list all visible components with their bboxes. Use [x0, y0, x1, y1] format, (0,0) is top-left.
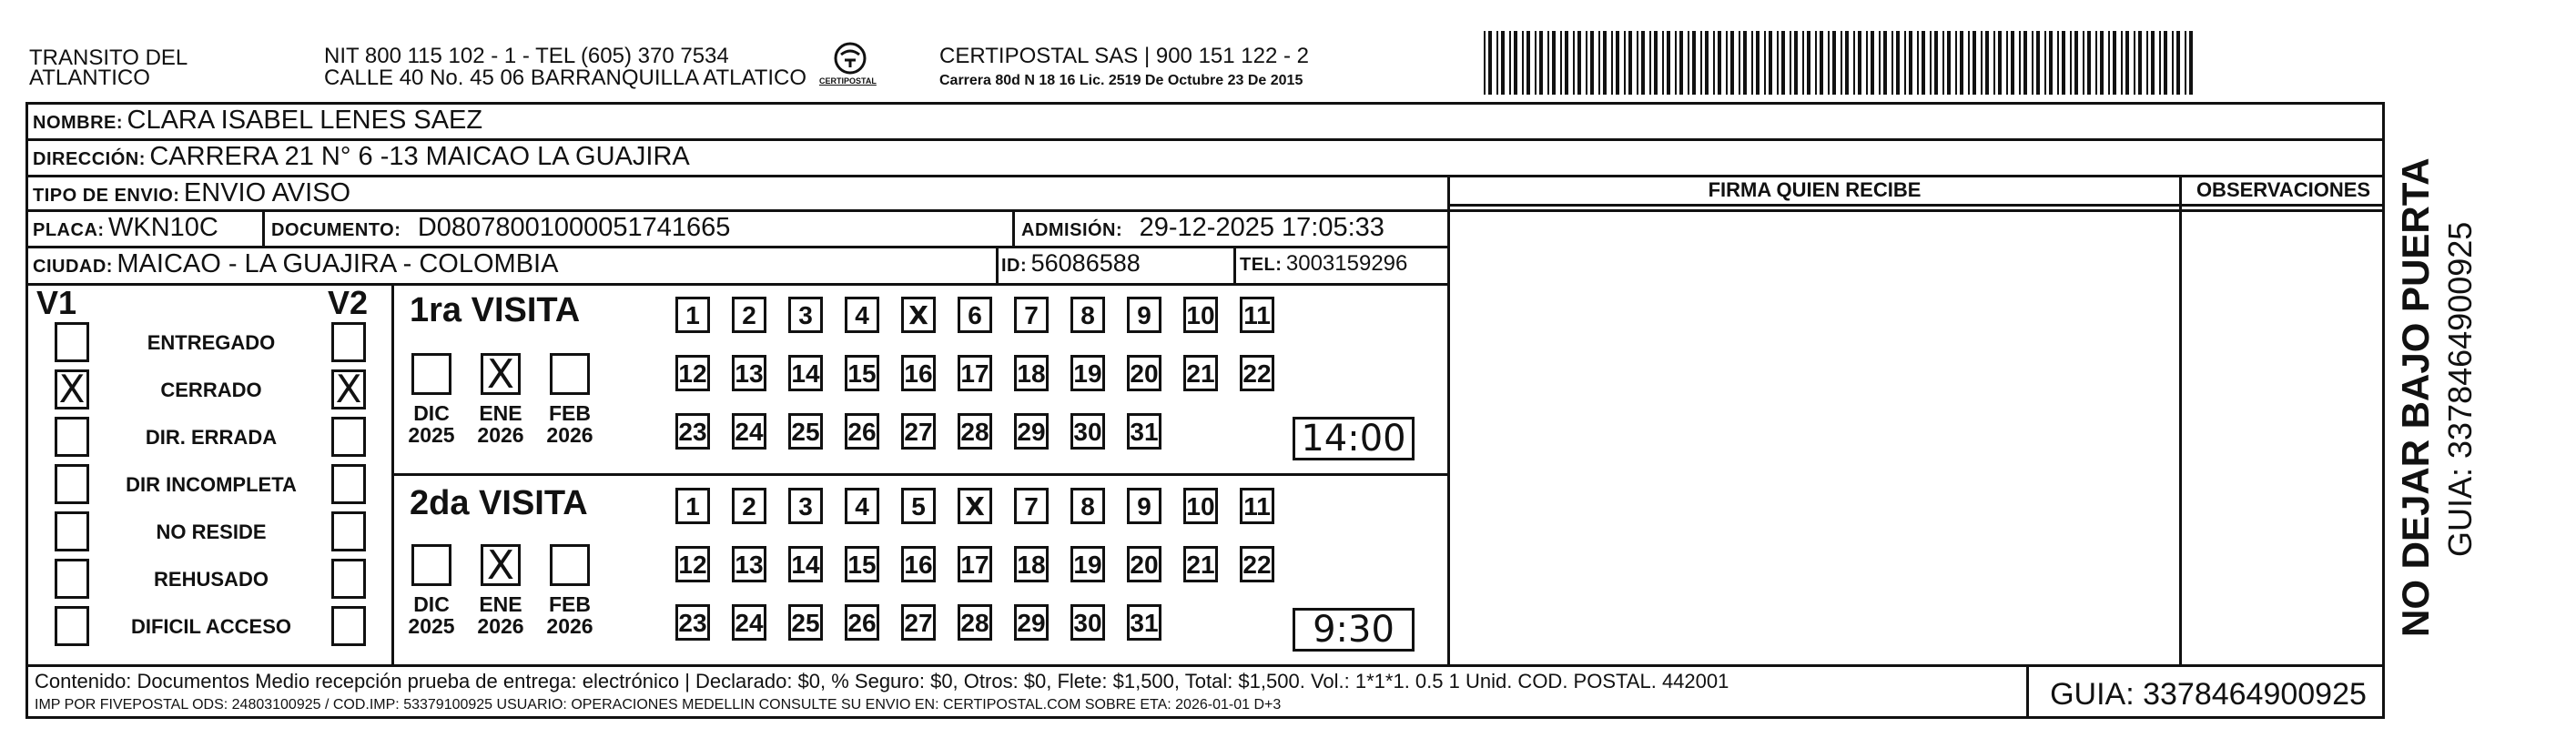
- barcode-bar: [2049, 31, 2053, 95]
- day-box[interactable]: 28: [958, 413, 992, 450]
- check-mark: X: [335, 367, 362, 411]
- day-box[interactable]: 28: [958, 604, 992, 641]
- barcode-bar: [2036, 31, 2040, 95]
- barcode-bar: [1577, 31, 1581, 95]
- barcode-bar: [1611, 31, 1613, 95]
- day-box[interactable]: 5: [901, 488, 936, 524]
- barcode-bar: [1637, 31, 1638, 95]
- barcode-bar: [1713, 31, 1715, 95]
- side-guia: GUIA: 3378464900925: [2441, 221, 2479, 557]
- barcode-bar: [1603, 31, 1607, 95]
- barcode-bar: [2057, 31, 2059, 95]
- day-box[interactable]: 2: [732, 488, 766, 524]
- day-box[interactable]: 24: [732, 604, 766, 641]
- barcode-bar: [1756, 31, 1760, 95]
- certipostal-logo: [819, 40, 877, 95]
- day-box[interactable]: 10: [1183, 297, 1218, 333]
- day-box[interactable]: 10: [1183, 488, 1218, 524]
- day-box[interactable]: 9: [1127, 297, 1161, 333]
- barcode-bar: [1484, 31, 1486, 95]
- day-box[interactable]: 19: [1070, 355, 1105, 391]
- day-box[interactable]: 12: [675, 355, 710, 391]
- barcode-bar: [1777, 31, 1779, 95]
- barcode-bar: [1764, 31, 1766, 95]
- barcode-bar: [1667, 31, 1670, 95]
- status-label: REHUSADO: [154, 568, 269, 591]
- day-box[interactable]: 25: [788, 604, 823, 641]
- day-box[interactable]: 17: [958, 546, 992, 582]
- barcode-bar: [2146, 31, 2148, 95]
- barcode-bar: [1654, 31, 1658, 95]
- barcode-bar: [1828, 31, 1830, 95]
- day-box[interactable]: 30: [1070, 604, 1105, 641]
- barcode-bar: [1628, 31, 1632, 95]
- day-box[interactable]: 2: [732, 297, 766, 333]
- status-v1-checkbox[interactable]: [55, 417, 89, 457]
- day-box[interactable]: 18: [1014, 355, 1049, 391]
- barcode-bar: [1514, 31, 1517, 95]
- day-box[interactable]: 16: [901, 546, 936, 582]
- barcode-bar: [1560, 31, 1562, 95]
- day-box[interactable]: 4: [845, 488, 879, 524]
- day-box[interactable]: 27: [901, 604, 936, 641]
- carrier-line: CERTIPOSTAL SAS | 900 151 122 - 2: [939, 44, 1309, 68]
- barcode-bar: [1973, 31, 1976, 95]
- month-year: 2026: [477, 423, 524, 447]
- barcode-bar: [1790, 31, 1791, 95]
- signature-area[interactable]: [1453, 207, 2176, 662]
- observations-area[interactable]: [2185, 207, 2383, 662]
- barcode-bar: [1794, 31, 1798, 95]
- shipment-type-label: TIPO DE ENVIO:: [33, 186, 180, 206]
- barcode-bar: [1700, 31, 1702, 95]
- barcode-bar: [1692, 31, 1696, 95]
- barcode-bar: [1598, 31, 1600, 95]
- status-v1-checkbox[interactable]: [55, 559, 89, 599]
- month-year: 2025: [408, 614, 455, 638]
- document-field: [271, 213, 730, 243]
- name-row: [33, 106, 482, 136]
- day-box[interactable]: 21: [1183, 546, 1218, 582]
- status-v1-checkbox[interactable]: [55, 322, 89, 362]
- day-box[interactable]: 25: [788, 413, 823, 450]
- barcode-bar: [1565, 31, 1568, 95]
- sender-address-line: CALLE 40 No. 45 06 BARRANQUILLA ATLATICO: [324, 66, 807, 90]
- company-name-line2: ATLANTICO: [29, 66, 150, 90]
- shipment-type: ENVIO AVISO: [183, 178, 351, 207]
- month-label: ENE: [479, 592, 522, 616]
- month-year: 2026: [477, 614, 524, 638]
- barcode-bar: [2019, 31, 2021, 95]
- barcode-bar: [1522, 31, 1524, 95]
- day-box[interactable]: 1: [675, 297, 710, 333]
- barcode-bar: [1552, 31, 1556, 95]
- barcode-bar: [1718, 31, 1721, 95]
- day-box[interactable]: 19: [1070, 546, 1105, 582]
- footer-guia: GUIA: 3378464900925: [2050, 677, 2367, 712]
- day-box[interactable]: 30: [1070, 413, 1105, 450]
- day-box[interactable]: 22: [1240, 355, 1274, 391]
- barcode-bar: [1985, 31, 1989, 95]
- day-box[interactable]: 23: [675, 604, 710, 641]
- barcode-bar: [1858, 31, 1861, 95]
- barcode-bar: [1883, 31, 1887, 95]
- day-box[interactable]: 14: [788, 546, 823, 582]
- status-v2-checkbox[interactable]: [331, 464, 366, 504]
- day-box[interactable]: 8: [1070, 488, 1105, 524]
- barcode-bar: [1955, 31, 1957, 95]
- barcode-bar: [2087, 31, 2091, 95]
- barcode-bar: [1730, 31, 1734, 95]
- visit1-title: 1ra VISITA: [410, 291, 581, 329]
- imp-line: IMP POR FIVEPOSTAL ODS: 24803100925 / COD.IMP: 53379100925 USUARIO: OPERACIONES MEDELLIN CONSULTE SU ENVIO EN: CERTIPOSTAL.COM SOBRE ETA: 2026-01-01 D+3: [35, 697, 1282, 713]
- barcode: [1484, 31, 2203, 95]
- barcode-bar: [2151, 31, 2155, 95]
- month-label: DIC: [413, 592, 450, 616]
- admission-label: ADMISIÓN:: [1021, 220, 1123, 240]
- document-value: D08078001000051741665: [417, 213, 731, 242]
- status-v1-checkbox[interactable]: [55, 369, 89, 409]
- barcode-bar: [1739, 31, 1740, 95]
- barcode-bar: [2138, 31, 2142, 95]
- barcode-bar: [1802, 31, 1804, 95]
- barcode-bar: [1841, 31, 1842, 95]
- content-line: Contenido: Documentos Medio recepción prueba de entrega: electrónico | Declarado: $0, % Seguro: $0, Otros: $0, Flete: $1,500, Total: $1,500. Vol.: 1*1*1. 0.5 1 Unid. COD. POSTAL. 442001: [35, 670, 1729, 692]
- barcode-bar: [1904, 31, 1906, 95]
- month-label: FEB: [549, 401, 591, 425]
- do-not-leave-warning: NO DEJAR BAJO PUERTA: [2394, 157, 2437, 637]
- city-row: [33, 249, 558, 279]
- barcode-bar: [1871, 31, 1874, 95]
- admission-field: [1021, 213, 1384, 243]
- barcode-bar: [1934, 31, 1938, 95]
- day-box[interactable]: 3: [788, 488, 823, 524]
- day-box[interactable]: 4: [845, 297, 879, 333]
- plate-label: PLACA:: [33, 220, 105, 240]
- barcode-bar: [1968, 31, 1970, 95]
- recipient-address: CARRERA 21 N° 6 -13 MAICAO LA GUAJIRA: [149, 142, 690, 171]
- check-mark: X: [58, 367, 86, 411]
- status-label: DIR. ERRADA: [145, 426, 278, 449]
- month-year: 2026: [546, 423, 593, 447]
- barcode-bar: [2189, 31, 2193, 95]
- document-label: DOCUMENTO:: [271, 220, 401, 240]
- tel-label: TEL:: [1240, 255, 1283, 275]
- month-label: ENE: [479, 401, 522, 425]
- admission-value: 29-12-2025 17:05:33: [1139, 213, 1384, 242]
- day-box[interactable]: 18: [1014, 546, 1049, 582]
- barcode-bar: [1853, 31, 1855, 95]
- status-v2-checkbox[interactable]: [331, 369, 366, 409]
- day-box[interactable]: 7: [1014, 488, 1049, 524]
- id-label: ID:: [1001, 256, 1028, 276]
- status-label: DIFICIL ACCESO: [130, 615, 291, 638]
- barcode-bar: [1896, 31, 1900, 95]
- status-label: NO RESIDE: [156, 521, 267, 543]
- barcode-bar: [1960, 31, 1963, 95]
- v2-header: V2: [328, 284, 369, 321]
- barcode-bar: [1845, 31, 1849, 95]
- barcode-bar: [1781, 31, 1785, 95]
- month-label: DIC: [413, 401, 450, 425]
- visit2-hour[interactable]: 9:30: [1293, 608, 1415, 652]
- day-box[interactable]: 11: [1240, 297, 1274, 333]
- signature-header: FIRMA QUIEN RECIBE: [1708, 178, 1922, 201]
- address-row: [33, 142, 690, 172]
- observations-header: OBSERVACIONES: [2196, 178, 2371, 201]
- barcode-bar: [1488, 31, 1492, 95]
- day-box[interactable]: 15: [845, 546, 879, 582]
- barcode-bar: [2070, 31, 2072, 95]
- barcode-bar: [2121, 31, 2123, 95]
- day-box[interactable]: 3: [788, 297, 823, 333]
- logo-wordmark: CERTIPOSTAL: [819, 76, 877, 86]
- month-checkbox[interactable]: [550, 544, 590, 586]
- barcode-bar: [2176, 31, 2180, 95]
- status-v2-checkbox[interactable]: [331, 417, 366, 457]
- day-box[interactable]: 26: [845, 413, 879, 450]
- month-label: FEB: [549, 592, 591, 616]
- day-box[interactable]: 31: [1127, 413, 1161, 450]
- barcode-bar: [2011, 31, 2014, 95]
- day-box[interactable]: 20: [1127, 355, 1161, 391]
- tel-field: [1240, 251, 1407, 277]
- barcode-bar: [2164, 31, 2167, 95]
- barcode-bar: [2032, 31, 2033, 95]
- barcode-bar: [2113, 31, 2116, 95]
- barcode-bar: [1942, 31, 1944, 95]
- barcode-bar: [2062, 31, 2065, 95]
- visit1-hour[interactable]: 14:00: [1293, 417, 1415, 460]
- name-label: NOMBRE:: [33, 113, 124, 133]
- barcode-bar: [1539, 31, 1543, 95]
- barcode-bar: [1705, 31, 1709, 95]
- barcode-bar: [1509, 31, 1511, 95]
- month-year: 2026: [546, 614, 593, 638]
- day-box[interactable]: 23: [675, 413, 710, 450]
- id-value: 56086588: [1030, 249, 1141, 277]
- day-box[interactable]: 27: [901, 413, 936, 450]
- barcode-bar: [2125, 31, 2129, 95]
- status-label: DIR INCOMPLETA: [126, 473, 297, 496]
- barcode-bar: [1590, 31, 1594, 95]
- status-label: ENTREGADO: [147, 331, 276, 354]
- barcode-bar: [1675, 31, 1677, 95]
- v1-header: V1: [36, 284, 77, 321]
- day-box[interactable]: 24: [732, 413, 766, 450]
- month-checkbox[interactable]: [411, 353, 451, 395]
- day-box[interactable]: 29: [1014, 604, 1049, 641]
- barcode-bar: [1947, 31, 1951, 95]
- barcode-bar: [1879, 31, 1881, 95]
- status-v1-checkbox[interactable]: [55, 606, 89, 646]
- company-name-line1: TRANSITO DEL: [29, 45, 188, 70]
- status-v2-checkbox[interactable]: [331, 606, 366, 646]
- day-box[interactable]: 6: [958, 297, 992, 333]
- shipment-type-row: [33, 178, 350, 208]
- barcode-bar: [1641, 31, 1645, 95]
- nit-line: NIT 800 115 102 - 1 - TEL (605) 370 7534: [324, 44, 729, 68]
- barcode-bar: [1998, 31, 2002, 95]
- check-mark: X: [486, 542, 515, 589]
- barcode-bar: [1526, 31, 1530, 95]
- barcode-bar: [1688, 31, 1689, 95]
- id-field: [1001, 249, 1141, 278]
- day-box[interactable]: 13: [732, 546, 766, 582]
- status-v1-checkbox[interactable]: [55, 511, 89, 551]
- day-box[interactable]: 15: [845, 355, 879, 391]
- status-v2-checkbox[interactable]: [331, 322, 366, 362]
- month-year: 2025: [408, 423, 455, 447]
- barcode-bar: [1832, 31, 1836, 95]
- barcode-bar: [2185, 31, 2186, 95]
- barcode-bar: [1909, 31, 1912, 95]
- barcode-bar: [1930, 31, 1932, 95]
- barcode-bar: [1662, 31, 1664, 95]
- day-box[interactable]: 22: [1240, 546, 1274, 582]
- day-box[interactable]: 14: [788, 355, 823, 391]
- barcode-bar: [2083, 31, 2084, 95]
- barcode-bar: [1807, 31, 1810, 95]
- day-box[interactable]: 13: [732, 355, 766, 391]
- city-value: MAICAO - LA GUAJIRA - COLOMBIA: [117, 249, 559, 278]
- barcode-bar: [1547, 31, 1549, 95]
- city-label: CIUDAD:: [33, 257, 113, 277]
- barcode-bar: [1726, 31, 1728, 95]
- status-v1-checkbox[interactable]: [55, 464, 89, 504]
- address-label: DIRECCIÓN:: [33, 149, 146, 169]
- month-checkbox[interactable]: [550, 353, 590, 395]
- barcode-bar: [1496, 31, 1498, 95]
- recipient-name: CLARA ISABEL LENES SAEZ: [127, 106, 483, 135]
- barcode-bar: [1981, 31, 1983, 95]
- barcode-bar: [2095, 31, 2097, 95]
- barcode-bar: [2172, 31, 2174, 95]
- barcode-bar: [2044, 31, 2046, 95]
- barcode-bar: [2100, 31, 2104, 95]
- plate-value: WKN10C: [108, 213, 218, 242]
- day-box[interactable]: 1: [675, 488, 710, 524]
- barcode-bar: [1891, 31, 1893, 95]
- status-v2-checkbox[interactable]: [331, 511, 366, 551]
- barcode-bar: [2108, 31, 2110, 95]
- day-box[interactable]: 29: [1014, 413, 1049, 450]
- barcode-bar: [1649, 31, 1651, 95]
- barcode-bar: [1993, 31, 1995, 95]
- barcode-bar: [1815, 31, 1817, 95]
- day-box[interactable]: 7: [1014, 297, 1049, 333]
- barcode-bar: [1922, 31, 1925, 95]
- day-box[interactable]: 8: [1070, 297, 1105, 333]
- day-box[interactable]: 16: [901, 355, 936, 391]
- day-box[interactable]: 20: [1127, 546, 1161, 582]
- barcode-bar: [1769, 31, 1772, 95]
- barcode-bar: [2006, 31, 2008, 95]
- barcode-bar: [2074, 31, 2078, 95]
- barcode-bar: [2023, 31, 2027, 95]
- check-mark: X: [486, 351, 515, 398]
- month-checkbox[interactable]: [411, 544, 451, 586]
- barcode-bar: [1586, 31, 1587, 95]
- barcode-bar: [2159, 31, 2161, 95]
- day-box[interactable]: X: [958, 488, 992, 524]
- barcode-bar: [1573, 31, 1575, 95]
- barcode-bar: [1501, 31, 1505, 95]
- day-box[interactable]: 12: [675, 546, 710, 582]
- day-box[interactable]: 9: [1127, 488, 1161, 524]
- status-v2-checkbox[interactable]: [331, 559, 366, 599]
- barcode-bar: [1679, 31, 1683, 95]
- plate-field: [33, 213, 218, 243]
- carrier-subline: Carrera 80d N 18 16 Lic. 2519 De Octubre 23 De 2015: [939, 73, 1303, 88]
- tel-value: 3003159296: [1285, 251, 1408, 276]
- day-box[interactable]: X: [901, 297, 936, 333]
- day-box[interactable]: 21: [1183, 355, 1218, 391]
- barcode-bar: [1866, 31, 1868, 95]
- barcode-bar: [1751, 31, 1753, 95]
- month-checkbox[interactable]: [481, 542, 521, 589]
- day-box[interactable]: 31: [1127, 604, 1161, 641]
- barcode-bar: [1820, 31, 1823, 95]
- barcode-bar: [1917, 31, 1919, 95]
- barcode-bar: [1616, 31, 1619, 95]
- day-box[interactable]: 11: [1240, 488, 1274, 524]
- barcode-bar: [1624, 31, 1626, 95]
- visit2-title: 2da VISITA: [410, 484, 588, 522]
- barcode-bar: [1535, 31, 1536, 95]
- barcode-bar: [2134, 31, 2135, 95]
- status-label: CERRADO: [160, 379, 262, 401]
- barcode-bar: [1743, 31, 1747, 95]
- day-box[interactable]: 26: [845, 604, 879, 641]
- day-box[interactable]: 17: [958, 355, 992, 391]
- month-checkbox[interactable]: [481, 351, 521, 398]
